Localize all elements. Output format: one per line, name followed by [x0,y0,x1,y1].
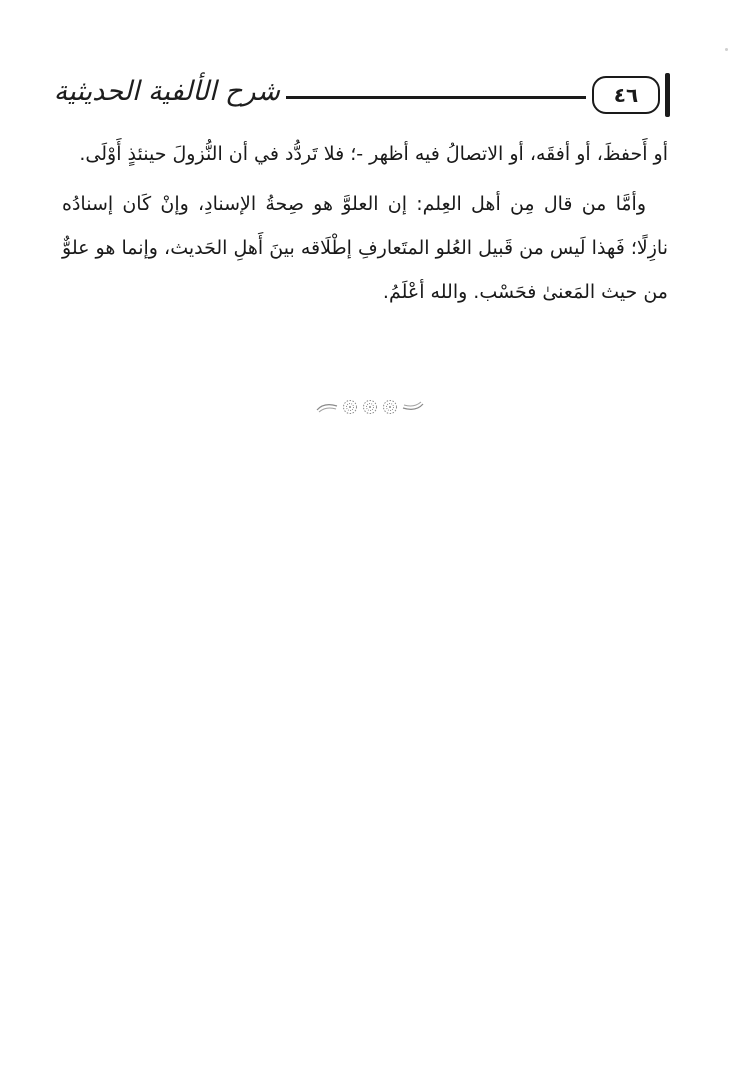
page-header [53,70,670,120]
page-number: ٤٦ [613,83,639,107]
floral-divider-icon [310,395,430,419]
rosette-icon [342,399,358,415]
paragraph-2: وأمَّا من قال مِن أهل العِلم: إن العلوَّ هو صِحةُ الإسنادِ، وإنْ كَان إسنادُه نازِلًا؛ فَهذا لَيس من قَبيل العُلو المتَعارفِ إطْلَاقه بينَ أَهلِ الحَديث، وإنما هو علوٌّ من حيث المَعنىٰ فحَسْب. والله أعْلَمُ. [62,193,668,303]
header-rule [286,96,586,99]
left-swash-icon [316,400,338,414]
page-body [62,132,668,320]
page-number-frame [592,76,660,114]
rosette-icon [362,399,378,415]
book-title: شرح الألفية الحديثية [53,76,280,107]
right-swash-icon [402,400,424,414]
paragraph-1: أو أَحفظَ، أو أفقَه، أو الاتصالُ فيه أظهر -؛ فلا تَردُّد في أن النُّزولَ حينئذٍ أَوْلَى. [79,143,668,165]
margin-dot [725,48,728,51]
rosette-icon [382,399,398,415]
